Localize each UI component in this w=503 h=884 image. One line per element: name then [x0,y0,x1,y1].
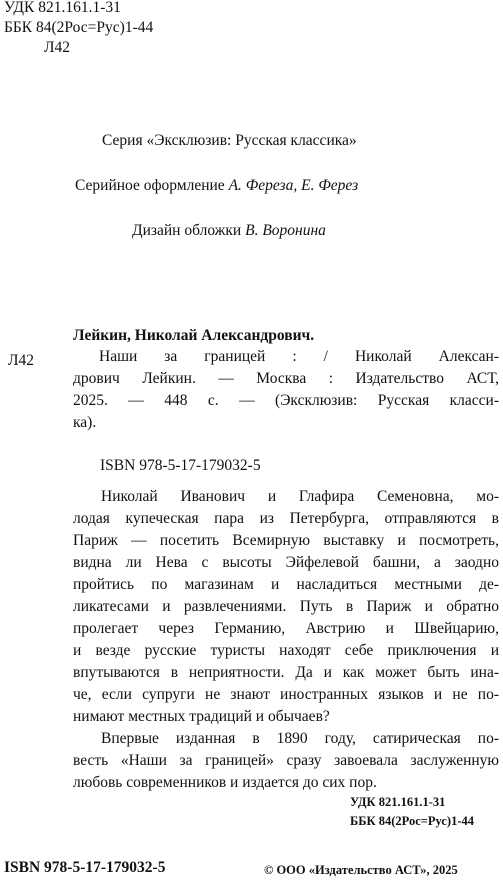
series-design-names: А. Фереза, Е. Ферез [228,177,359,194]
annotation-line: Впервые изданная в 1890 году, сатирическая по- [101,730,499,747]
annotation-line: любовь современников и издается до сих пор. [73,774,377,791]
annotation-line: лодая купеческая пара из Петербурга, отправляются в [73,510,499,527]
annotation-paragraph-1 [73,486,499,728]
series-design-label: Серийное оформление [75,177,225,194]
bottom-bbk-code: ББК 84(2Рос=Рус)1-44 [350,814,474,828]
cover-design-line [132,221,326,241]
record-line: ка). [73,414,97,431]
cover-design-label: Дизайн обложки [132,222,242,239]
annotation-line: нимают местных традиций и обычаев? [73,708,330,725]
cover-design-name: В. Воронина [245,222,326,239]
annotation-line: видна ли Нева с высоты Эйфелевой башни, а заодно [73,554,499,571]
annotation-line: впутываются в неприятности. Да и как может быть ина- [73,664,499,681]
series-design-line [75,176,358,196]
record-isbn: ISBN 978-5-17-179032-5 [100,457,261,474]
annotation-line: Париж — посетить Всемирную выставку и посмотреть, [73,532,499,549]
annotation-line: Николай Иванович и Глафира Семеновна, мо- [101,488,499,505]
annotation-line: че, если супруги не знают иностранных языков и не по- [73,686,499,703]
annotation-line: и везде русские туристы находят себе приключения и [73,642,499,659]
author-sign: Л42 [44,39,71,56]
udk-code: УДК 821.161.1-31 [4,0,121,16]
record-description [73,346,499,434]
record-line: Наши за границей : / Николай Алексан- [99,348,499,365]
record-author-sign: Л42 [8,352,35,369]
record-line: дрович Лейкин. — Москва : Издательство АСТ, [73,370,499,387]
footer-copyright: © ООО «Издательство АСТ», 2025 [264,863,458,877]
record-author: Лейкин, Николай Александрович. [73,327,315,344]
bottom-udk-code: УДК 821.161.1-31 [350,795,446,809]
annotation-line: весть «Наши за границей» сразу завоевала заслуженную [73,752,499,769]
annotation-line: пройтись по магазинам и насладиться местными де- [73,576,499,593]
annotation-line: пролегает через Германию, Австрию и Швейцарию, [73,620,499,637]
annotation-paragraph-2 [73,728,499,794]
bbk-code: ББК 84(2Рос=Рус)1-44 [4,19,154,36]
annotation-line: ликатесами и развлечениями. Путь в Париж и обратно [73,598,499,615]
series-line: Серия «Эксклюзив: Русская классика» [102,132,357,149]
footer-isbn: ISBN 978-5-17-179032-5 [4,859,166,876]
record-line: 2025. — 448 с. — (Эксклюзив: Русская класси- [73,392,499,409]
